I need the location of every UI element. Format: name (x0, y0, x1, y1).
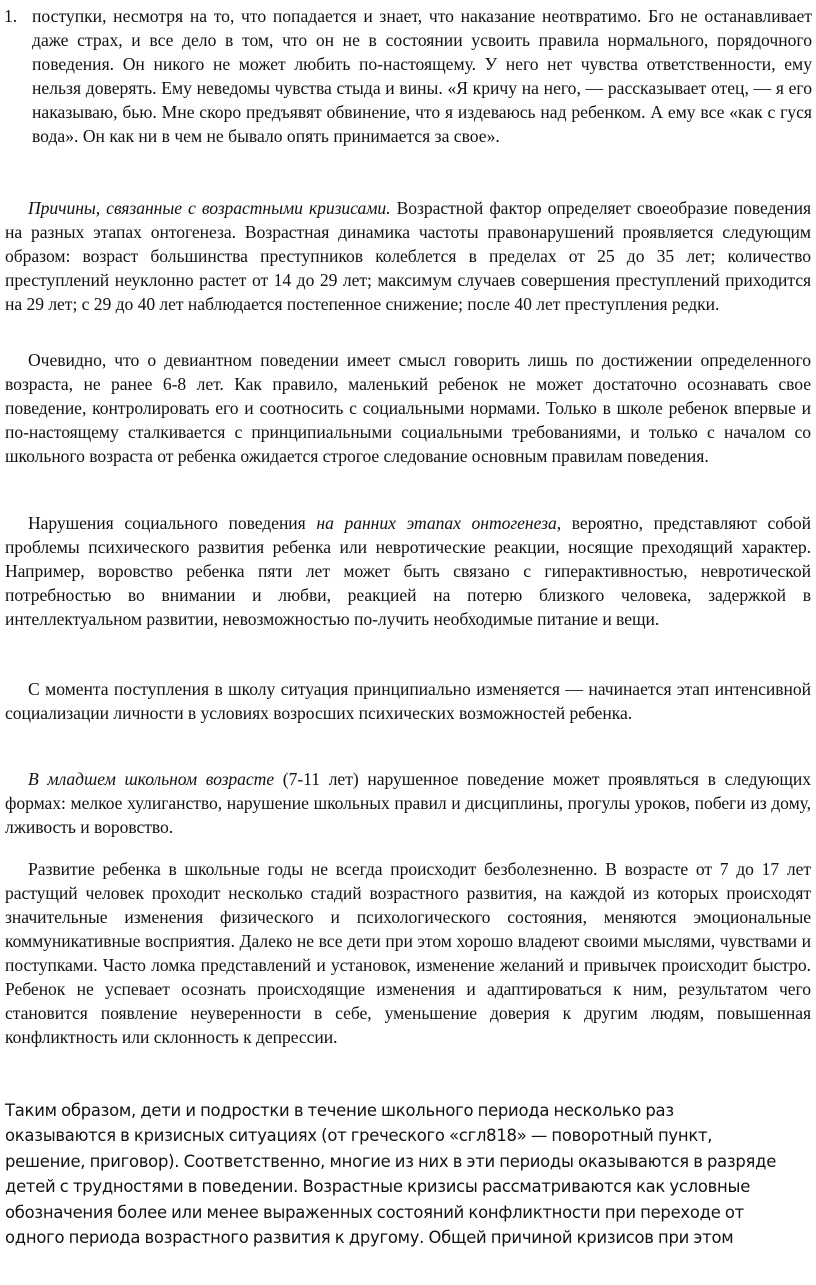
text-line: одного периода возрастного развития к другому. Общей причиной кризисов при этом (5, 1228, 734, 1248)
paragraph-text: С момента поступления в школу ситуация принципиально изменяется — начинается этап интенсивной социализации личности в условиях возросших психических возможностей ребенка. (5, 679, 811, 723)
list-item-text: поступки, несмотря на то, что попадается и знает, что наказание неотвратимо. Бго не останавливает даже страх, и все дело в том, что он не в состоянии усвоить правила нормального, порядочного поведения. Он никого не может любить по-настоящему. У него нет чувства ответственности, ему нельзя доверять. Ему неведомы чувства стыда и вины. «Я кричу на него, — рассказывает отец, — я его наказываю, бью. Мне скоро предъявят обвинение, что я издеваюсь над ребенком. А ему все «как с гуся вода». Он как ни в чем не бывало опять принимается за свое». (32, 6, 812, 146)
text-line: решение, приговор). Соответственно, многие из них в эти периоды оказываются в разряде (5, 1151, 777, 1171)
paragraph-text: Очевидно, что о девиантном поведении имеет смысл говорить лишь по достижении определенного возраста, не ранее 6-8 лет. Как правило, маленький ребенок не может достаточно осознавать свое поведение, контролировать его и соотносить с социальными нормами. Только в школе ребенок впервые и по-настоящему сталкивается с принципиальными социальными требованиями, и только с началом со школьного возраста от ребенка ожидается строгое следование основным правилам поведения. (5, 350, 811, 466)
section-italic-lead: Причины, связанные с возрастными кризисами. (28, 198, 391, 218)
paragraph-text: (7-11 лет) нарушенное поведение может проявляться в следующих формах: мелкое хулиганство, нарушение школьных правил и дисциплины, прогулы уроков, побеги из дому, лживость и воровство. (5, 769, 811, 837)
text-line: Таким образом, дети и подростки в течение школьного периода несколько раз (5, 1101, 674, 1120)
text-line: обозначения более или менее выраженных состояний конфликтности при переходе от (5, 1202, 744, 1222)
text-line: оказываются в кризисных ситуациях (от греческого «сгл818» — поворотный пункт, (5, 1126, 713, 1146)
paragraph-crisis-situations (5, 1098, 811, 1250)
paragraph-age-crises (5, 196, 811, 316)
paragraph-italic-phrase: на ранних этапах онтогенеза, (316, 513, 562, 533)
paragraph-text-after: вероятно, представляют собой проблемы психического развития ребенка или невротические реакции, носящие преходящий характер. Например, воровство ребенка пяти лет может быть связано с гиперактивностью, невротической потребностью во внимании и любви, реакцией на потерю близкого человека, задержкой в интеллектуальном развитии, невозможностью по-лучить необходимые питание и вещи. (5, 513, 811, 629)
paragraph-text-before: Нарушения социального поведения (28, 513, 317, 533)
text-line: детей с трудностями в поведении. Возрастные кризисы рассматриваются как условные (5, 1177, 751, 1197)
paragraph-school-entry (5, 677, 811, 725)
paragraph-early-ontogenesis (5, 511, 811, 631)
paragraph-text: Развитие ребенка в школьные годы не всегда происходит безболезненно. В возрасте от 7 до 17 лет растущий человек проходит несколько стадий возрастного развития, на каждой из которых происходят значительные изменения физического и психологического состояния, меняются эмоциональные коммуникативные восприятия. Далеко не все дети при этом хорошо владеют своими мыслями, чувствами и поступками. Часто ломка представлений и установок, изменение желаний и привычек происходит быстро. Ребенок не успевает осознать происходящие изменения и адаптироваться к ним, результатом чего становится появление неуверенности в себе, уменьшение доверия к другим людям, повышенная конфликтность или склонность к депрессии. (5, 859, 811, 1047)
list-number: 1. (4, 6, 18, 26)
paragraph-primary-school (5, 767, 811, 839)
section-italic-lead: В младшем школьном возрасте (28, 769, 275, 789)
paragraph-text: Возрастной фактор определяет своеобразие поведения на разных этапах онтогенеза. Возрастная динамика частоты правонарушений проявляется следующим образом: возраст большинства преступников колеблется в пределах от 25 до 35 лет; количество преступлений неуклонно растет от 14 до 29 лет; максимум случаев совершения преступлений приходится на 29 лет; с 29 до 40 лет наблюдается постепенное снижение; после 40 лет преступления редки. (5, 198, 812, 314)
paragraph-deviant-behavior (5, 348, 811, 468)
paragraph-school-development (5, 857, 811, 1049)
list-item-1 (4, 4, 812, 148)
